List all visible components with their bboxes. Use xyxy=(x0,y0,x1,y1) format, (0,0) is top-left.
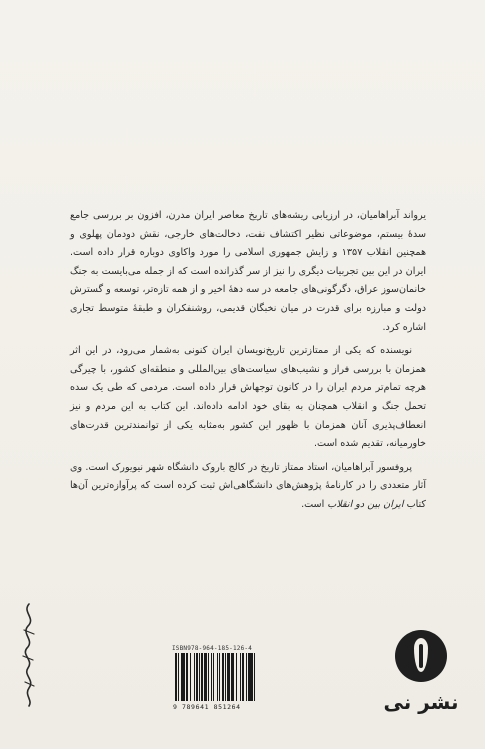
book-title-mention: ایران بین دو انقلاب xyxy=(327,498,404,510)
paragraph-3-closing: است. xyxy=(301,498,328,510)
publisher-name: نشر نی xyxy=(383,690,459,714)
barcode-digits: 9 789641 851264 xyxy=(173,703,241,711)
publisher-logo-icon xyxy=(395,630,447,682)
signature-mark xyxy=(18,600,40,710)
publisher-logo-seed-core xyxy=(419,644,423,668)
paragraph-3-text: پروفسور آبراهامیان، استاد ممتاز تاریخ در کالج باروک دانشگاه شهر نیویورک است. وی آثار متعددی را در کارنامهٔ پژوهش‌های دانشگاهی‌اش ثبت کرده است که پرآوازه‌ترین آن‌ها کتاب xyxy=(70,461,426,510)
paragraph-2: نویسنده که یکی از ممتازترین تاریخ‌نویسان ایران کنونی به‌شمار می‌رود، در این اثر همزمان با بررسی فراز و نشیب‌های سیاست‌های بین‌المللی و منطقه‌ای کشور، با چیرگی هرچه تمام‌تر مردم ایران را در کانون توجهاش قرار داده است. مردمی که طی یک سده تحمل جنگ و انقلاب همچنان به بقای خود ادامه داده‌اند. این کتاب به این مردم و نیز انعطاف‌پذیری آنان همزمان با ظهور این کشور به‌مثابه یکی از توانمندترین قدرت‌های خاورمیانه، تقدیم شده است. xyxy=(70,345,426,450)
barcode xyxy=(175,653,287,701)
isbn-text: ISBN978-964-185-126-4 xyxy=(172,645,253,652)
paragraph-1: یرواند آبراهامیان، در ارزیابی ریشه‌های تاریخ معاصر ایران مدرن، افزون بر بررسی جامع سدهٔ بیستم، موضوعاتی نظیر اکتشاف نفت، دخالت‌های خارجی، نقش دودمان پهلوی و همچنین انقلاب ۱۳۵۷ و زایش جمهوری اسلامی را مورد واکاوی دوباره قرار داده است. ایران در این بین تجربیات دیگری را نیز از سر گذرانده است که از جمله می‌بایست به جنگ خانمان‌سوز عراق، دگرگونی‌های جامعه در سه دههٔ اخیر و از همه تازه‌تر، توسعه و گسترش دولت و مبارزه برای قدرت در میان نخبگان قدیمی، روشنفکران و طبقهٔ متوسط تجاری اشاره کرد. xyxy=(70,210,427,333)
paragraph-3 xyxy=(70,459,426,515)
synopsis-text xyxy=(70,207,426,520)
barcode-gap xyxy=(255,653,257,701)
